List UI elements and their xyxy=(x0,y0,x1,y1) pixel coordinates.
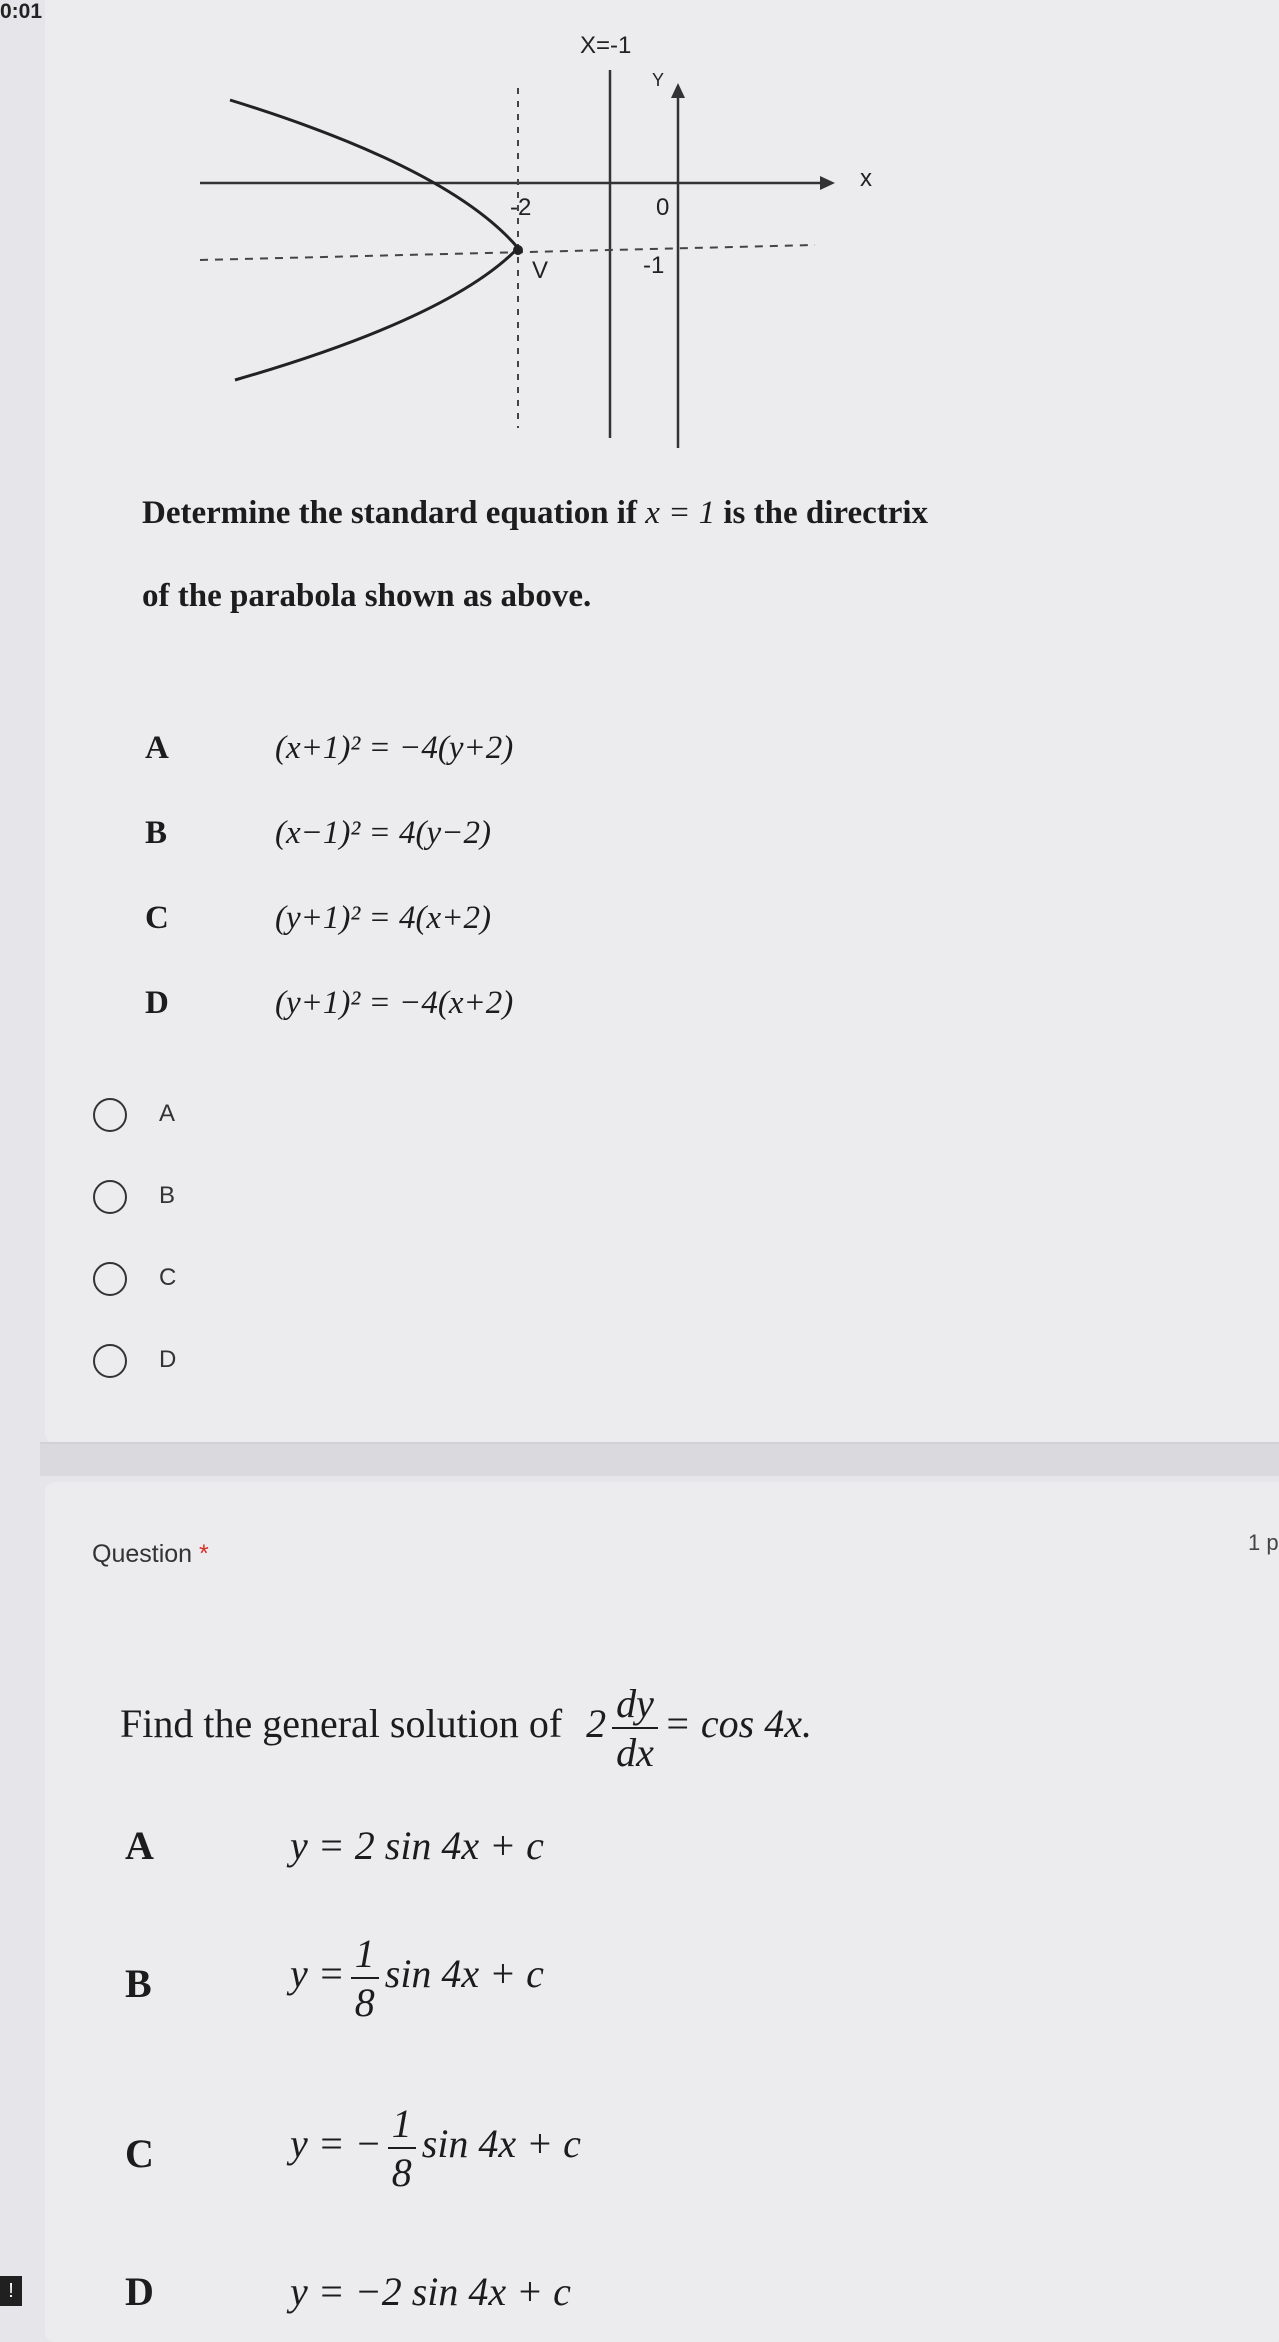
question-card-2 xyxy=(45,1482,1279,2342)
directrix-math: x = 1 xyxy=(645,495,716,531)
question2-header: Question * xyxy=(92,1540,209,1568)
label-vertex: V xyxy=(532,257,549,284)
question1-text-line1: Determine the standard equation if x = 1 is the directrix xyxy=(142,495,929,531)
radio-circle-b[interactable] xyxy=(93,1180,127,1214)
question2-text: Find the general solution of 2 $\frac{dy}{dx}$ = cos 4x. xyxy=(120,1681,812,1775)
label-neg1: -1 xyxy=(643,252,665,279)
radio-circle-c[interactable] xyxy=(93,1262,127,1296)
error-badge: ! xyxy=(0,2276,22,2306)
question1-text-line2: of the parabola shown as above. xyxy=(142,578,592,614)
y-axis-arrow xyxy=(671,83,685,98)
question2-points: 1 p xyxy=(1248,1530,1279,1555)
required-mark: * xyxy=(199,1540,209,1568)
status-time: 0:01 xyxy=(0,0,43,23)
parabola-graph xyxy=(180,28,880,448)
label-zero: 0 xyxy=(656,194,670,221)
x-axis-arrow xyxy=(820,176,835,190)
label-neg2: -2 xyxy=(510,194,532,221)
label-x-axis: x xyxy=(860,165,872,192)
radio-circle-a[interactable] xyxy=(93,1098,127,1132)
parabola-curve xyxy=(230,100,518,380)
section-divider xyxy=(40,1442,1279,1476)
dy-dx-fraction: $\frac{dy}{dx}$ xyxy=(612,1680,658,1776)
vertex-point xyxy=(513,245,523,255)
label-y-axis: Y xyxy=(652,70,665,90)
radio-circle-d[interactable] xyxy=(93,1344,127,1378)
label-line-x-neg1: X=-1 xyxy=(580,32,632,59)
